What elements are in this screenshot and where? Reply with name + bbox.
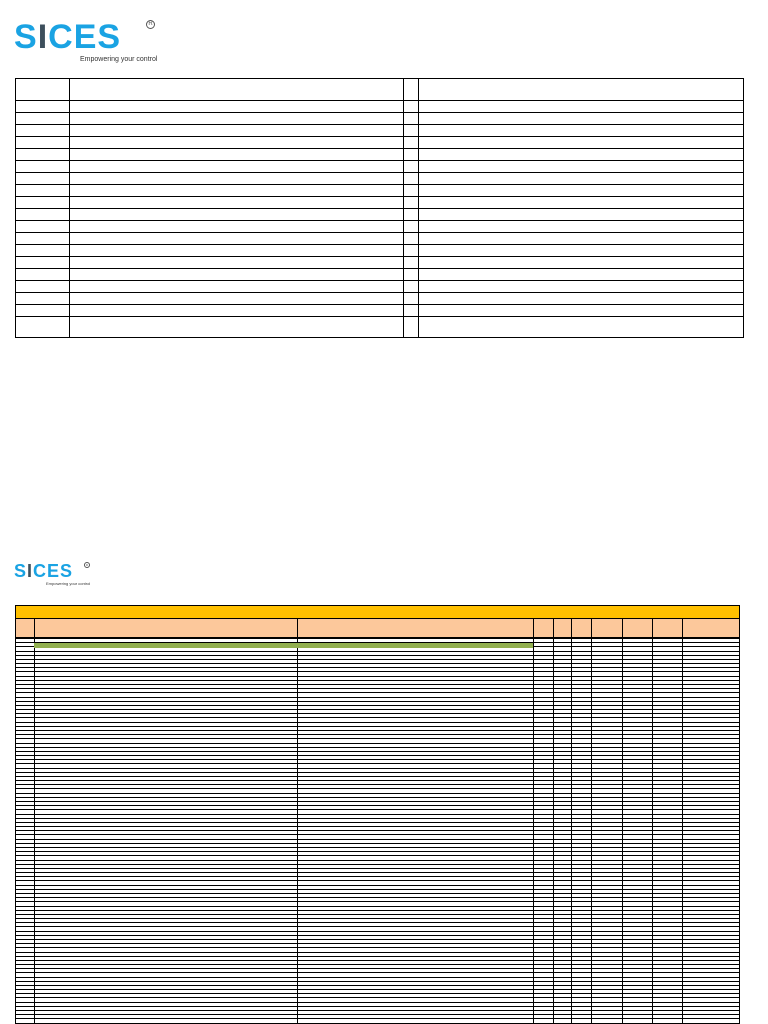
bottom-table-row-divider [16, 818, 739, 819]
bottom-table-row-divider [16, 701, 739, 702]
bottom-table-row-divider [16, 692, 739, 693]
bottom-table-row-divider [16, 939, 739, 940]
bottom-table-row-divider [16, 747, 739, 748]
bottom-table-row-divider [16, 851, 739, 852]
top-table-row-divider [16, 160, 743, 161]
bottom-table-row-divider [16, 993, 739, 994]
top-table-row-divider [16, 196, 743, 197]
bottom-table-row-divider [16, 734, 739, 735]
top-table [15, 78, 744, 338]
bottom-table-row-divider [16, 830, 739, 831]
bottom-table-row-divider [16, 847, 739, 848]
top-table-row-divider [16, 124, 743, 125]
bottom-table-row-divider [16, 977, 739, 978]
section-row-highlight [34, 643, 533, 648]
bottom-table-row-divider [16, 834, 739, 835]
bottom-table-row-divider [16, 709, 739, 710]
top-table-row-divider [16, 304, 743, 305]
bottom-table-row-divider [16, 788, 739, 789]
bottom-table-row-divider [16, 688, 739, 689]
bottom-table-row-divider [16, 805, 739, 806]
registered-mark: R [146, 20, 155, 29]
bottom-table-row-divider [16, 717, 739, 718]
top-table-row-divider [16, 184, 743, 185]
top-table-row-divider [16, 148, 743, 149]
bottom-table-row-divider [16, 960, 739, 961]
bottom-table-row-divider [16, 697, 739, 698]
bottom-table-row-divider [16, 897, 739, 898]
logo-tagline: Empowering your control [80, 56, 158, 63]
bottom-table-row-divider [16, 671, 739, 672]
table-title-bar [16, 606, 739, 619]
bottom-table-row-divider [16, 943, 739, 944]
bottom-table-row-divider [16, 914, 739, 915]
bottom-table-row-divider [16, 885, 739, 886]
table-header-row [16, 619, 739, 638]
bottom-table-row-divider [16, 901, 739, 902]
top-table-row-divider [16, 292, 743, 293]
top-table-row-divider [16, 268, 743, 269]
bottom-table-row-divider [16, 1018, 739, 1019]
bottom-table-row-divider [16, 931, 739, 932]
bottom-table-row-divider [16, 947, 739, 948]
bottom-table-row-divider [16, 968, 739, 969]
bottom-table-row-divider [16, 956, 739, 957]
bottom-table-row-divider [16, 964, 739, 965]
top-table-row-divider [16, 208, 743, 209]
sices-logo [14, 20, 157, 63]
bottom-table-row-divider [16, 638, 739, 639]
bottom-table-row-divider [16, 952, 739, 953]
bottom-table-row-divider [16, 722, 739, 723]
top-table-row-divider [16, 172, 743, 173]
bottom-table-row-divider [16, 893, 739, 894]
bottom-table-row-divider [16, 822, 739, 823]
logo-tagline-small: Empowering your control [46, 581, 91, 586]
bottom-table-row-divider [16, 876, 739, 877]
bottom-table-row-divider [16, 860, 739, 861]
bottom-table-row-divider [16, 751, 739, 752]
bottom-table-row-divider [16, 1014, 739, 1015]
bottom-table-row-divider [16, 663, 739, 664]
bottom-table-row-divider [16, 843, 739, 844]
bottom-table-row-divider [16, 855, 739, 856]
top-table-row-divider [16, 280, 743, 281]
bottom-table-row-divider [16, 918, 739, 919]
bottom-table-row-divider [16, 839, 739, 840]
bottom-table-row-divider [16, 906, 739, 907]
bottom-table-row-divider [16, 1002, 739, 1003]
top-table-row-divider [16, 100, 743, 101]
bottom-table-row-divider [16, 997, 739, 998]
bottom-table-row-divider [16, 826, 739, 827]
bottom-table [15, 605, 740, 1024]
bottom-table-row-divider [16, 868, 739, 869]
bottom-table-row-divider [16, 1010, 739, 1011]
bottom-table-row-divider [16, 680, 739, 681]
bottom-table-row-divider [16, 738, 739, 739]
bottom-table-row-divider [16, 1006, 739, 1007]
bottom-table-row-divider [16, 864, 739, 865]
bottom-table-row-divider [16, 926, 739, 927]
registered-mark-small: R [85, 563, 89, 567]
bottom-table-row-divider [16, 922, 739, 923]
bottom-table-row-divider [16, 889, 739, 890]
bottom-table-row-divider [16, 768, 739, 769]
logo-wordmark-small: SICES [14, 561, 74, 581]
bottom-table-row-divider [16, 676, 739, 677]
bottom-table-row-divider [16, 935, 739, 936]
bottom-table-row-divider [16, 659, 739, 660]
bottom-table-row-divider [16, 910, 739, 911]
bottom-table-row-divider [16, 772, 739, 773]
logo-wordmark: SICES [14, 18, 122, 56]
bottom-table-row-divider [16, 784, 739, 785]
top-table-row-divider [16, 112, 743, 113]
bottom-table-row-divider [16, 793, 739, 794]
bottom-table-row-divider [16, 989, 739, 990]
bottom-table-row-divider [16, 880, 739, 881]
bottom-table-row-divider [16, 755, 739, 756]
bottom-table-row-divider [16, 972, 739, 973]
top-table-row-divider [16, 232, 743, 233]
top-table-row-divider [16, 316, 743, 317]
bottom-table-row-divider [16, 776, 739, 777]
bottom-table-row-divider [16, 651, 739, 652]
bottom-table-row-divider [16, 1023, 739, 1024]
bottom-table-row-divider [16, 763, 739, 764]
bottom-table-row-divider [16, 726, 739, 727]
bottom-table-row-divider [16, 872, 739, 873]
bottom-table-row-divider [16, 981, 739, 982]
bottom-table-row-divider [16, 743, 739, 744]
top-table-row-divider [16, 220, 743, 221]
bottom-table-row-divider [16, 814, 739, 815]
bottom-table-row-divider [16, 809, 739, 810]
bottom-table-row-divider [16, 705, 739, 706]
bottom-table-row-divider [16, 655, 739, 656]
bottom-table-row-divider [16, 797, 739, 798]
bottom-table-row-divider [16, 667, 739, 668]
top-table-row-divider [16, 256, 743, 257]
top-table-row-divider [16, 244, 743, 245]
bottom-table-row-divider [16, 759, 739, 760]
bottom-table-row-divider [16, 801, 739, 802]
bottom-table-row-divider [16, 730, 739, 731]
top-table-row-divider [16, 136, 743, 137]
bottom-table-row-divider [16, 985, 739, 986]
bottom-table-row-divider [16, 684, 739, 685]
sices-logo-small [14, 562, 90, 586]
bottom-table-row-divider [16, 713, 739, 714]
bottom-table-row-divider [16, 780, 739, 781]
